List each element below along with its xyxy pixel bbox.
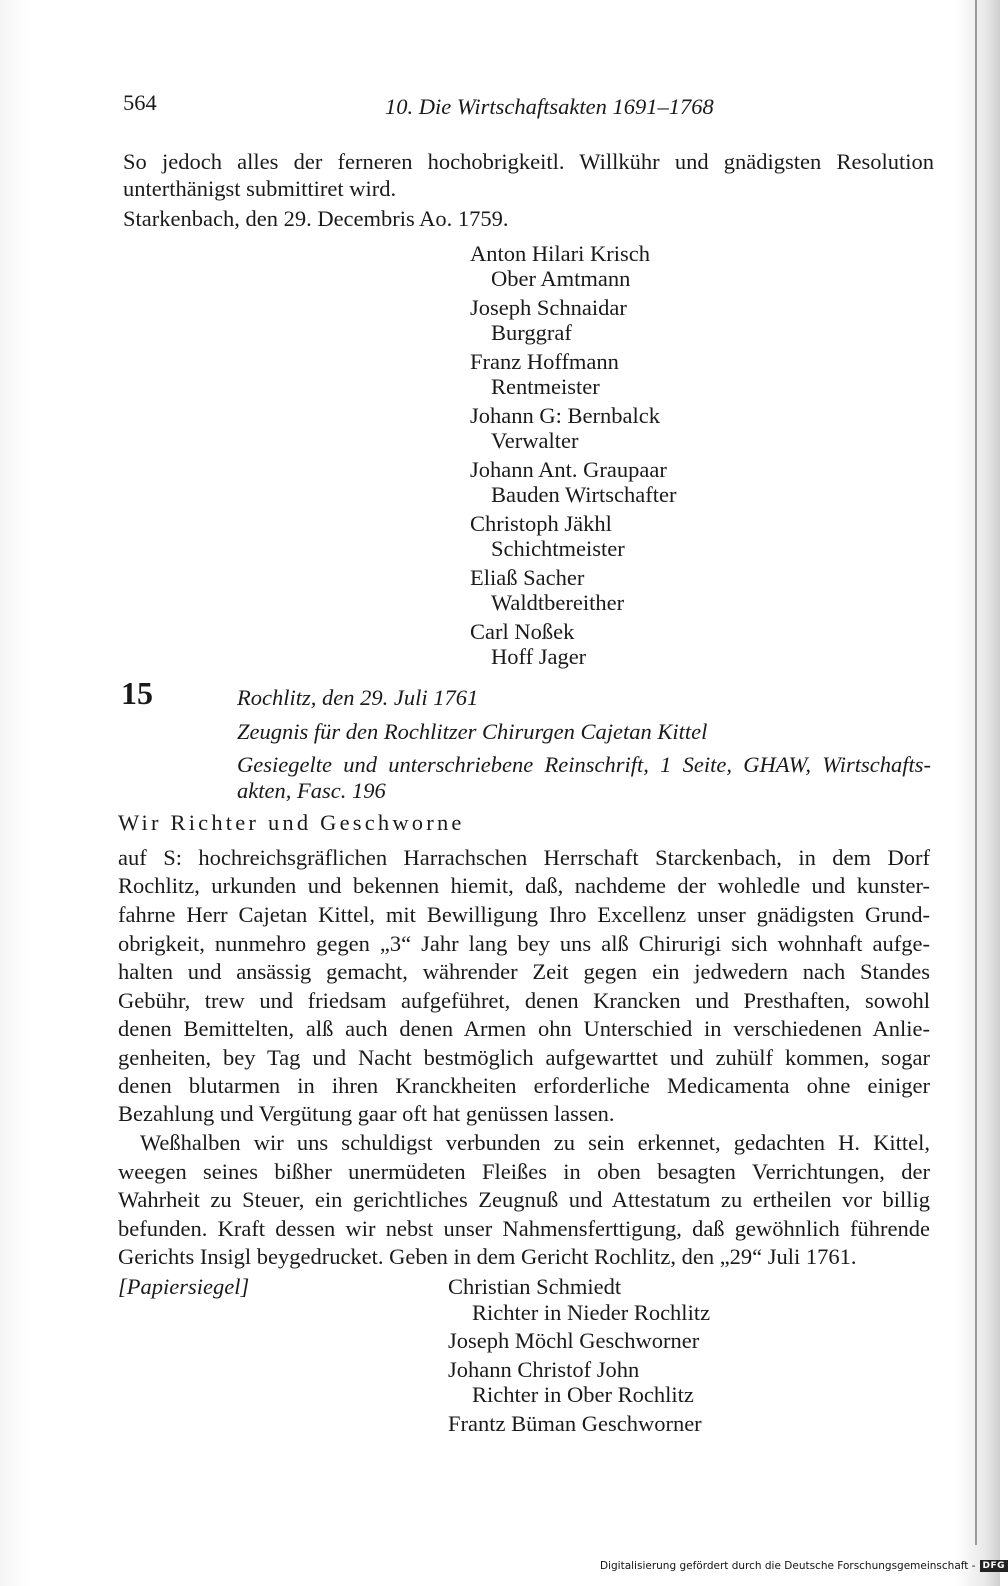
document-source-line-2: akten, Fasc. 196 xyxy=(237,778,386,803)
document-opening: Wir Richter und Geschworne xyxy=(118,810,465,835)
signatory-name: Johann Ant. Graupaar xyxy=(470,457,667,482)
text-line-last: Gerichts Insigl beygedrucket. Geben in dem Gericht Rochlitz, den „29“ Juli 1761. xyxy=(118,1244,857,1269)
signatory-name: Joseph Möchl Geschworner xyxy=(448,1328,700,1353)
document-source-line-1: Gesiegelte und unterschriebene Reinschrift, 1 Seite, GHAW, Wirtschafts- xyxy=(237,752,931,777)
text-line: Rochlitz, urkunden und bekennen hiemit, daß, nachdeme der wohledle und kunster- xyxy=(118,873,930,898)
text-line: Gebühr, trew und friedsam aufgeführet, denen Krancken und Presthaften, sowohl xyxy=(118,988,930,1013)
digitization-credit xyxy=(600,1555,1008,1577)
closing-line-2: unterthänigst submittiret wird. xyxy=(123,176,397,201)
signatory-title: Burggraf xyxy=(491,320,572,345)
document-number: 15 xyxy=(121,675,153,711)
page-number: 564 xyxy=(123,90,157,115)
signatory-title: Waldtbereither xyxy=(491,590,625,615)
credit-text: Digitalisierung gefördert durch die Deutsche Forschungsgemeinschaft - xyxy=(600,1560,976,1572)
signatory-title: Schichtmeister xyxy=(491,536,625,561)
text-line: auf S: hochreichsgräflichen Harrachschen Herrschaft Starckenbach, in dem Dorf xyxy=(118,845,930,870)
signatory-name: Anton Hilari Krisch xyxy=(470,241,650,266)
text-line: denen Bemittelten, alß auch denen Armen ohn Unterschied in verschiedenen Anlie- xyxy=(118,1016,930,1041)
signatory-name: Christoph Jäkhl xyxy=(470,511,612,536)
signatory-name: Johann G: Bernbalck xyxy=(470,403,660,428)
signatory-name: Eliaß Sacher xyxy=(470,565,585,590)
place-date-1759: Starkenbach, den 29. Decembris Ao. 1759. xyxy=(123,206,509,231)
signatory-name: Frantz Büman Geschworner xyxy=(448,1411,702,1436)
signatory-title: Ober Amtmann xyxy=(491,266,631,291)
text-line: denen blutarmen in ihren Kranckheiten erforderliche Medicamenta ohne einiger xyxy=(118,1073,930,1098)
text-line: befunden. Kraft dessen wir nebst unser Nahmensferttigung, daß gewöhnlich führende xyxy=(118,1216,930,1241)
running-title: 10. Die Wirtschaftsakten 1691–1768 xyxy=(385,94,714,119)
text-line-last: Bezahlung und Vergütung gaar oft hat genüssen lassen. xyxy=(118,1101,615,1126)
text-line: Wahrheit zu Steuer, ein gerichtliches Zeugnuß und Attestatum zu ertheilen vor billig xyxy=(118,1187,930,1212)
signatory-title: Verwalter xyxy=(491,428,579,453)
text-line: halten und ansässig gemacht, währender Zeit gegen ein jedwedern nach Standes xyxy=(118,959,930,984)
signatory-name: Christian Schmiedt xyxy=(448,1274,622,1299)
text-line: Weßhalben wir uns schuldigst verbunden zu sein erkennet, gedachten H. Kittel, xyxy=(140,1130,930,1155)
signatory-title: Richter in Ober Rochlitz xyxy=(472,1382,694,1407)
text-line: weegen seines bißher unermüdeten Fleißes in oben besagten Verrichtungen, der xyxy=(118,1159,930,1184)
signatory-title: Richter in Nieder Rochlitz xyxy=(472,1300,711,1325)
closing-line-1: So jedoch alles der ferneren hochobrigkeitl. Willkühr und gnädigsten Resolution xyxy=(123,149,934,174)
text-line: genheiten, bey Tag und Nacht bestmöglich aufgewarttet und zuhülf kommen, sogar xyxy=(118,1045,930,1070)
signatory-name: Carl Noßek xyxy=(470,619,575,644)
text-line: obrigkeit, nunmehro gegen „3“ Jahr lang bey uns alß Chirurigi sich wohnhaft aufge- xyxy=(118,931,930,956)
signatory-name: Johann Christof John xyxy=(448,1357,640,1382)
signatory-name: Joseph Schnaidar xyxy=(470,295,627,320)
signatory-title: Rentmeister xyxy=(491,374,600,399)
document-place-date: Rochlitz, den 29. Juli 1761 xyxy=(237,685,479,710)
signatory-title: Hoff Jager xyxy=(491,644,587,669)
seal-note: [Papiersiegel] xyxy=(118,1274,250,1299)
document-subject: Zeugnis für den Rochlitzer Chirurgen Cajetan Kittel xyxy=(237,719,708,744)
dfg-logo: DFG xyxy=(980,1560,1008,1572)
text-line: fahrne Herr Cajetan Kittel, mit Bewilligung Ihro Excellenz unser gnädigsten Grund- xyxy=(118,902,930,927)
signatory-title: Bauden Wirtschafter xyxy=(491,482,677,507)
signatory-name: Franz Hoffmann xyxy=(470,349,619,374)
